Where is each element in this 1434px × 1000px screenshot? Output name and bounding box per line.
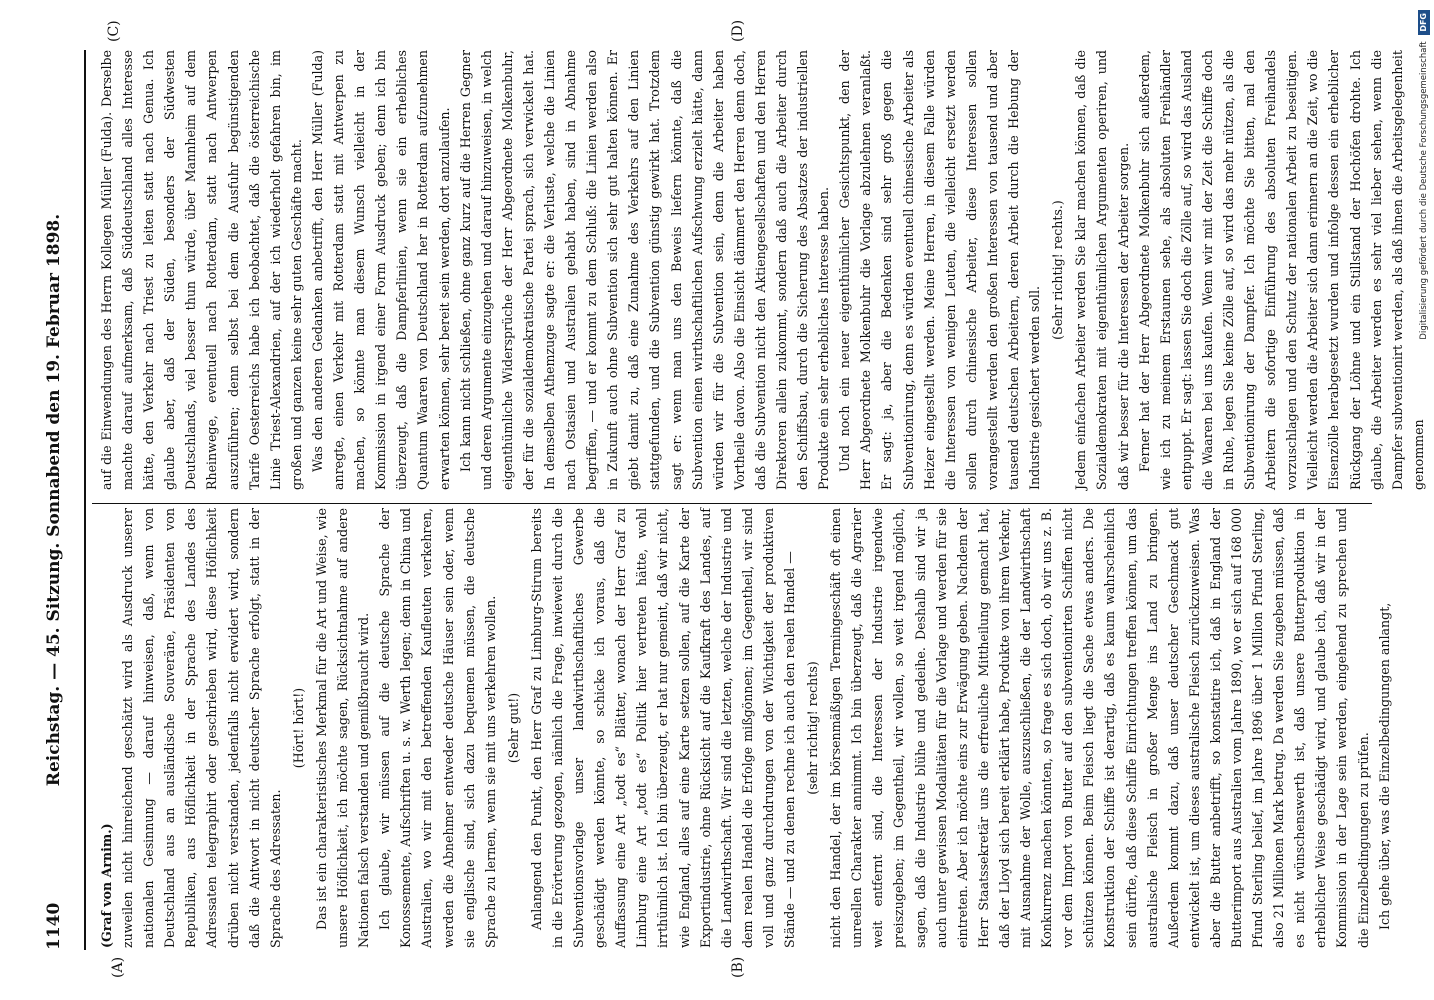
paragraph: Und noch ein neuer eigenthümlicher Gesichtspunkt, den der Herr Abgeordnete Molkenbuhr die Vorlage abzulehnen veranlaßt. Er sagt: ja, aber die Bedenken sind sehr groß gegen die Subventionirung, denn es würden eventuell chinesische Arbeiter als Heizer eingestellt werden. Meine Herren, in diesem Falle würden die Interessen von wenigen Leuten, die vielleicht ersetzt werden sollen durch chinesische Arbeiter, diese Interessen sollen vorangestellt werden den großen Interessen von tausend und aber tausend deutschen Arbeitern, deren Arbeit durch die Hebung der Industrie gesichert werden soll. <box>837 50 1043 490</box>
paragraph: nicht den Handel, der im börsenmäßigen Termingeschäft oft einen unreellen Charakter annimmt. Ich bin überzeugt, daß die Agrarier weit entfernt sind, die Interessen der Industrie irgendwie preiszugeben; im Gegentheil, wir wollen, so weit irgend möglich, sagen, daß die Industrie blühe und gedeihe. Deshalb sind wir ja auch unter gewissen Modalitäten für die Vorlage und werden für sie eintreten. Aber ich möchte eins zur Erwägung geben. Nachdem der Herr Staatssekretär uns die erfreuliche Mittheilung gemacht hat, daß der Lloyd sich bereit erklärt habe, Produkte von ihrem Verkehr, mit Ausnahme der Wolle, auszuschließen, die der Landwirthschaft Konkurrenz machen könnten, so frage es sich doch, ob wir uns z. B. vor dem Import von Butter auf den subventionirten Schiffen nicht schützen können. Beim Fleisch liegt die Sache etwas anders. Die Konstruktion der Schiffe ist derartig, daß es kaum wahrscheinlich sein dürfte, daß diese Schiffe Einrichtungen treffen können, um das australische Fleisch in großer Menge ins Land zu bringen. Außerdem kommt dazu, daß unser deutscher Geschmack gut entwickelt ist, um dieses australische Fleisch zurückzuweisen. Was aber die Butter anbetrifft, so konstatire ich, daß in England der Butterimport aus Australien vom Jahre 1890, wo er sich auf 168 000 Pfund Sterling belief, im Jahre 1896 über 1 Million Pfund Sterling, also 21 Millionen Mark betrug. Da werden Sie zugeben müssen, daß es nicht wünschenswerth ist, daß unsere Butterproduktion in erheblicher Weise geschädigt wird, und glaube ich, daß wir in der Kommission in der Lage sein werden, eingehend zu sprechen und die Einzelbedingungen zu prüfen. <box>828 508 1371 948</box>
credit-text: Digitalisierung gefördert durch die Deutsche Forschungsgemeinschaft <box>1419 41 1429 340</box>
dfg-logo: DFG <box>1418 10 1430 35</box>
paragraph: auf die Einwendungen des Herrn Kollegen Müller (Fulda). Derselbe machte darauf aufmerksam, daß Süddeutschland alles Interesse hätte, den Verkehr nach Triest zu leiten statt nach Genua. Ich glaube aber, daß der Süden, besonders der Südwesten Deutschlands, viel besser thun würde, über Mannheim auf dem Rheinwege, eventuell nach Rotterdam, statt nach Antwerpen auszuführen; denn selbst bei dem die Ausfuhr begünstigenden Tarife Oesterreichs habe ich beobachtet, daß die österreichische Linie Triest-Alexandrien, auf der ich wiederholt gefahren bin, im großen und ganzen keine sehr guten Geschäfte macht. <box>99 50 304 490</box>
interjection: (Hört! hört!) <box>290 687 306 769</box>
interjection: (Sehr richtig! rechts.) <box>1050 200 1066 340</box>
text-column-left <box>96 508 1392 948</box>
interjection: (sehr richtig! rechts) <box>805 661 821 795</box>
speaker-label: (Graf von Arnim.) <box>99 823 114 948</box>
header-rule <box>84 50 86 950</box>
page-title: Reichstag. — 45. Sitzung. Sonnabend den 19. Februar 1898. <box>44 213 64 787</box>
margin-marker-a: (A) <box>110 956 126 978</box>
digitization-credit <box>1414 10 1434 990</box>
paragraph: Ich gehe über, was die Einzelbedingungen anlangt, <box>1376 602 1392 930</box>
paragraph: zuweilen nicht hinreichend geschätzt wird als Ausdruck unserer nationalen Gesinnung — darauf hinweisen, daß, wenn von Deutschland aus an ausländische Souveräne, Präsidenten von Republiken, aus Höflichkeit in der Sprache des Landes des Adressaten telegraphirt oder geschrieben wird, diese Höflichkeit drüben nicht verstanden, jedenfalls nicht erwidert wird, sondern daß die Antwort in nicht deutscher Sprache erfolgt, statt in der Sprache des Adressaten. <box>120 508 283 948</box>
paragraph: Das ist ein charakteristisches Merkmal für die Art und Weise, wie unsere Höflichkeit, ich möchte sagen, Rücksichtnahme auf andere Nationen falsch verstanden und gemißbraucht wird. <box>313 508 372 948</box>
paragraph: Ich kann nicht schließen, ohne ganz kurz auf die Herren Gegner und deren Argumente einzugehen und darauf hinzuweisen, in welch eigenthümliche Widersprüche der Herr Abgeordnete Molkenbuhr, der für die sozialdemokratische Partei sprach, sich verwickelt hat. In demselben Athemzuge sagte er: die Verluste, welche die Linien nach Ostasien und Australien gehabt haben, sind in Abnahme begriffen, — und er kommt zu dem Schluß: die Linien werden also in Zukunft auch ohne Subvention sich sehr gut halten können. Er giebt damit zu, daß eine Zunahme des Verkehrs auf den Linien stattgefunden, und die Subvention günstig gewirkt hat. Trotzdem sagt er: wenn man uns den Beweis liefern könnte, daß die Subvention einen wirthschaftlichen Aufschwung erzielt hätte, dann würden wir für die Subvention sein, denn die Arbeiter haben Vortheile davon. Also die Einsicht dämmert den Herren denn doch, daß die Subvention nicht den Aktiengesellschaften und den Herren Direktoren allein zukommt, sondern daß auch die Arbeiter durch den Schiffsbau, durch die Sicherung des Absatzes der industriellen Produkte ein sehr erhebliches Interesse haben. <box>457 50 832 490</box>
paragraph: Jedem einfachen Arbeiter werden Sie klar machen können, daß die Sozialdemokraten mit eigenthümlichen Argumenten operiren, und daß wir besser für die Interessen der Arbeiter sorgen. <box>1073 50 1131 490</box>
page-number: 1140 <box>44 902 64 950</box>
interjection: (Sehr gut!) <box>505 692 521 764</box>
paragraph: Was den anderen Gedanken anbetrifft, den Herr Müller (Fulda) anregte, einen Verkehr mit Rotterdam statt mit Antwerpen zu machen, so könnte man diesem Wunsch vielleicht in der Kommission in irgend einer Form Ausdruck geben; denn ich bin überzeugt, daß die Dampferlinien, wenn sie ein erhebliches Quantum Waaren von Deutschland her in Rotterdam aufzunehmen erwarten können, sehr bereit sein werden, dort anzulaufen. <box>309 50 452 490</box>
paragraph: Anlangend den Punkt, den Herr Graf zu Limburg-Stirum bereits in die Erörterung gezogen, nämlich die Frage, inwieweit durch die Subventionsvorlage unser landwirthschaftliches Gewerbe geschädigt werden könnte, so schicke ich voraus, daß die Auffassung eine Art „todt es“ Blätter, wonach der Herr Graf zu Limburg eine Art „todt es“ Politik hier vertreten hätte, wohl irrthümlich ist. Ich bin überzeugt, er hat nur gemeint, daß wir nicht, wie England, alles auf eine Karte setzen sollen, auf die Karte der Exportindustrie, ohne Rücksicht auf die Kaufkraft des Landes, auf die Landwirthschaft. Wir sind die letzten, welche der Industrie und dem realen Handel die Erfolge mißgönnen; im Gegentheil, wir sind voll und ganz durchdrungen von der Wichtigkeit der produktiven Stände — und zu denen rechne ich auch den realen Handel — <box>528 508 797 948</box>
page-header <box>38 50 78 950</box>
paragraph: Ferner hat der Herr Abgeordnete Molkenbuhr sich außerdem, wie ich zu meinem Erstaunen sehe, als absoluten Freihändler entpuppt. Er sagt: lassen Sie doch die Zölle auf, so wird das Ausland die Waaren bei uns kaufen. Wenn wir mit der Zeit die Schiffe doch in Ruhe, legen Sie keine Zölle auf, so wird das mehr nützen, als die Subventionirung der Dampfer. Ich möchte Sie bitten, mal den Arbeitern die sofortige Einführung des absoluten Freihandels vorzuschlagen und den Schutz der nationalen Arbeit zu beseitigen. Vielleicht werden die Arbeiter sich dann erinnern an die Zeit, wo die Eisenzölle herabgesetzt wurden und infolge dessen ein erheblicher Rückgang der Löhne und ein Stillstand der Hochöfen drohte. Ich glaube, die Arbeiter werden es sehr viel lieber sehen, wenn die Dampfer subventionirt werden, als daß ihnen die Arbeitsgelegenheit genommen <box>1136 50 1426 490</box>
margin-marker-c: (C) <box>106 20 122 42</box>
paragraph: Ich glaube, wir müssen auf die deutsche Sprache der Konossemente, Aufschriften u. s. w. Werth legen; denn in China und Australien, wo wir mit den betreffenden Kaufleuten verkehren, werden die Abnehmer entweder deutsche Häuser sein oder, wenn sie englische sind, sich dazu bequemen müssen, die deutsche Sprache zu lernen, wenn sie mit uns verkehren wollen. <box>377 508 498 948</box>
margin-marker-d: (D) <box>730 19 746 42</box>
margin-marker-b: (B) <box>730 956 746 978</box>
column-divider <box>92 503 1372 504</box>
